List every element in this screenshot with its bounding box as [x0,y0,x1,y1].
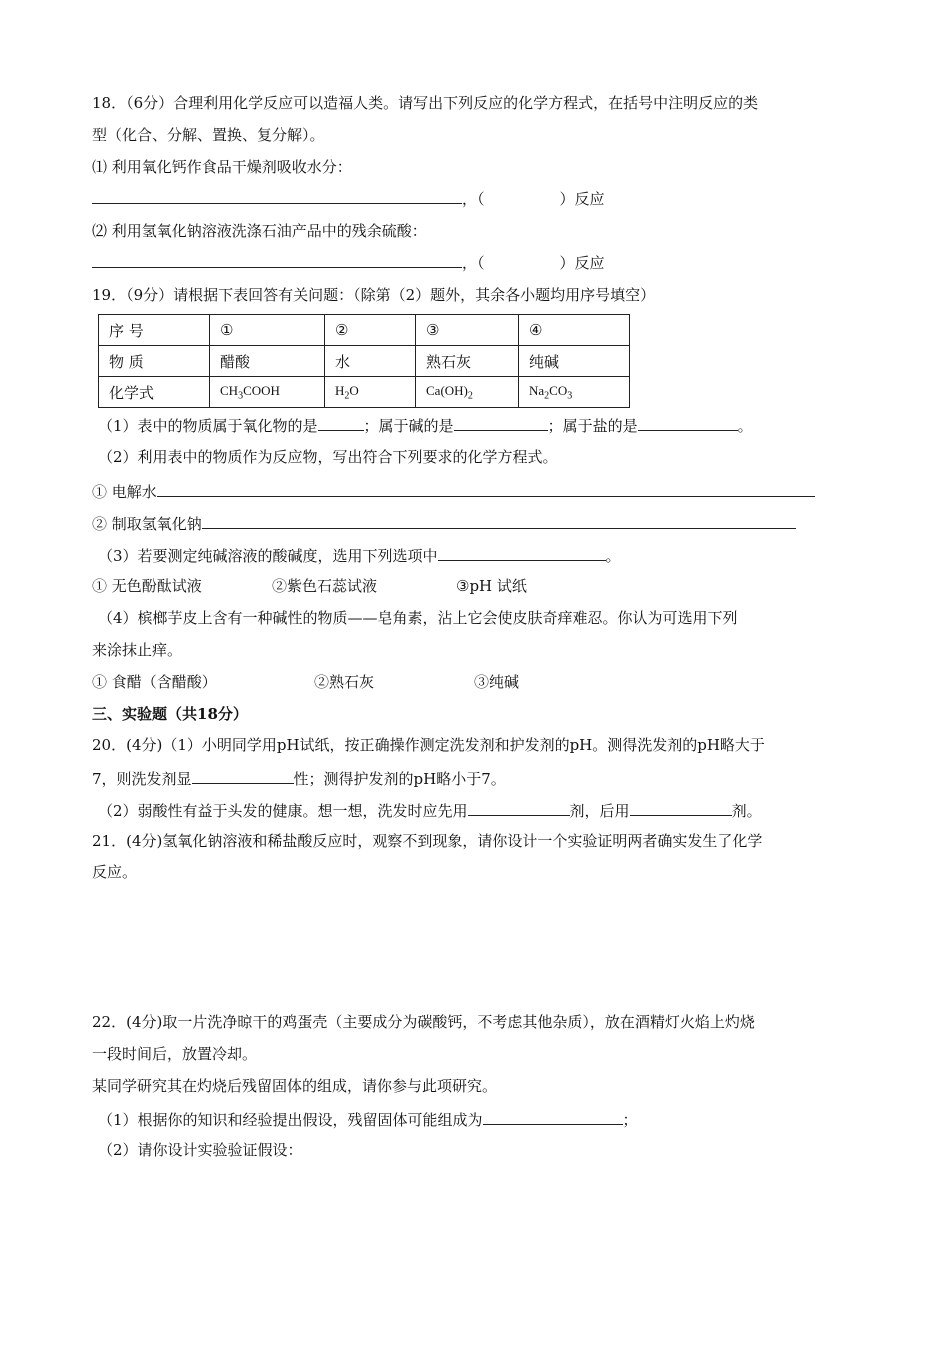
text: 。 [737,417,753,435]
formula-cell: $Na_2CO_3$ [519,377,630,408]
text: 。 [605,547,621,565]
q21-line2: 反应。 [92,863,138,881]
q20-line2 [92,767,506,789]
q20-line3 [98,799,762,821]
text: ；属于碱的是 [363,417,454,435]
option: ① 食醋（含醋酸） [92,673,217,691]
text: 7，则洗发剂显 [92,770,192,788]
table-cell: 纯碱 [519,346,630,377]
table-cell: ④ [519,315,630,346]
q18-sub2: ⑵ 利用氢氧化钠溶液洗涤石油产品中的残余硫酸： [92,222,427,240]
answer-blank[interactable] [468,799,570,816]
table-cell: 水 [325,346,416,377]
answer-blank[interactable] [438,544,606,561]
answer-blank[interactable] [638,414,738,431]
q18-stem-line2: 型（化合、分解、置换、复分解）。 [92,126,325,144]
q19-part4-line1: （4）槟榔芋皮上含有一种碱性的物质——皂角素，沾上它会使皮肤奇痒难忍。你认为可选用下列 [98,609,738,627]
table-cell: ③ [416,315,519,346]
table-cell: ① [210,315,325,346]
answer-blank[interactable] [192,767,294,784]
q22-line5: （2）请你设计实验验证假设： [98,1141,303,1159]
table-cell: 序 号 [99,315,210,346]
q22-line1: 22．(4分)取一片洗净晾干的鸡蛋壳（主要成分为碳酸钙，不考虑其他杂质），放在酒精灯火焰上灼烧 [92,1013,755,1031]
reaction-type-slot: ，（ ）反应 [462,254,605,272]
formula-cell: $H_2O$ [325,377,416,408]
q18-answer-line2 [92,251,605,273]
text: （1）根据你的知识和经验提出假设，残留固体可能组成为 [98,1111,483,1129]
text: ① 电解水 [92,483,157,501]
table-row [99,315,630,346]
answer-blank[interactable] [454,414,548,431]
q22-line2: 一段时间后，放置冷却。 [92,1045,258,1063]
text: ② 制取氢氧化钠 [92,515,202,533]
q19-part3 [98,544,621,566]
option: ③纯碱 [474,673,520,691]
q19-part3-options [92,576,527,596]
q22-line4 [98,1108,638,1130]
table-cell: 化学式 [99,377,210,408]
answer-blank[interactable] [202,512,796,529]
q19-part2: （2）利用表中的物质作为反应物，写出符合下列要求的化学方程式。 [98,448,558,466]
reaction-type-slot: ，（ ）反应 [462,190,605,208]
q19-stem: 19．（9分）请根据下表回答有关问题：（除第（2）题外，其余各小题均用序号填空） [92,286,656,304]
text: ； [622,1111,638,1129]
option: ① 无色酚酞试液 [92,577,202,595]
answer-blank[interactable] [92,251,462,268]
table-row [99,377,630,408]
q19-part1 [98,414,753,436]
formula-cell: $CH_3COOH$ [210,377,325,408]
option: ③pH 试纸 [456,577,527,595]
q19-part2-b [92,512,796,534]
formula-cell: $Ca(OH)_2$ [416,377,519,408]
table-cell: 醋酸 [210,346,325,377]
text: 性；测得护发剂的pH略小于7。 [293,770,506,788]
answer-blank[interactable] [483,1108,623,1125]
table-cell: 物 质 [99,346,210,377]
q21-line1: 21．(4分)氢氧化钠溶液和稀盐酸反应时，观察不到现象，请你设计一个实验证明两者确实发生了化学 [92,832,763,850]
text: 剂。 [731,802,762,820]
substance-table [98,314,630,408]
q18-answer-line1 [92,187,605,209]
answer-blank[interactable] [630,799,732,816]
q18-stem-line1: 18．（6分）合理利用化学反应可以造福人类。请写出下列反应的化学方程式，在括号中注明反应的类 [92,94,759,112]
section-heading: 三、实验题（共18分） [92,705,248,723]
answer-blank[interactable] [318,414,364,431]
answer-blank[interactable] [157,480,815,497]
table-row [99,346,630,377]
text: （2）弱酸性有益于头发的健康。想一想，洗发时应先用 [98,802,468,820]
text: （3）若要测定纯碱溶液的酸碱度，选用下列选项中 [98,547,438,565]
q19-part2-a [92,480,815,502]
option: ②熟石灰 [314,673,375,691]
q18-sub1: ⑴ 利用氧化钙作食品干燥剂吸收水分： [92,158,352,176]
q19-part4-options [92,672,520,692]
text: （1）表中的物质属于氧化物的是 [98,417,318,435]
text: 剂，后用 [569,802,630,820]
table-cell: ② [325,315,416,346]
table-cell: 熟石灰 [416,346,519,377]
q22-line3: 某同学研究其在灼烧后残留固体的组成，请你参与此项研究。 [92,1077,498,1095]
option: ②紫色石蕊试液 [272,577,378,595]
q20-line1: 20．(4分)（1）小明同学用pH试纸，按正确操作测定洗发剂和护发剂的pH。测得洗发剂的pH略大于 [92,736,765,754]
answer-blank[interactable] [92,187,462,204]
q19-part4-line2: 来涂抹止痒。 [92,641,183,659]
text: ；属于盐的是 [547,417,638,435]
